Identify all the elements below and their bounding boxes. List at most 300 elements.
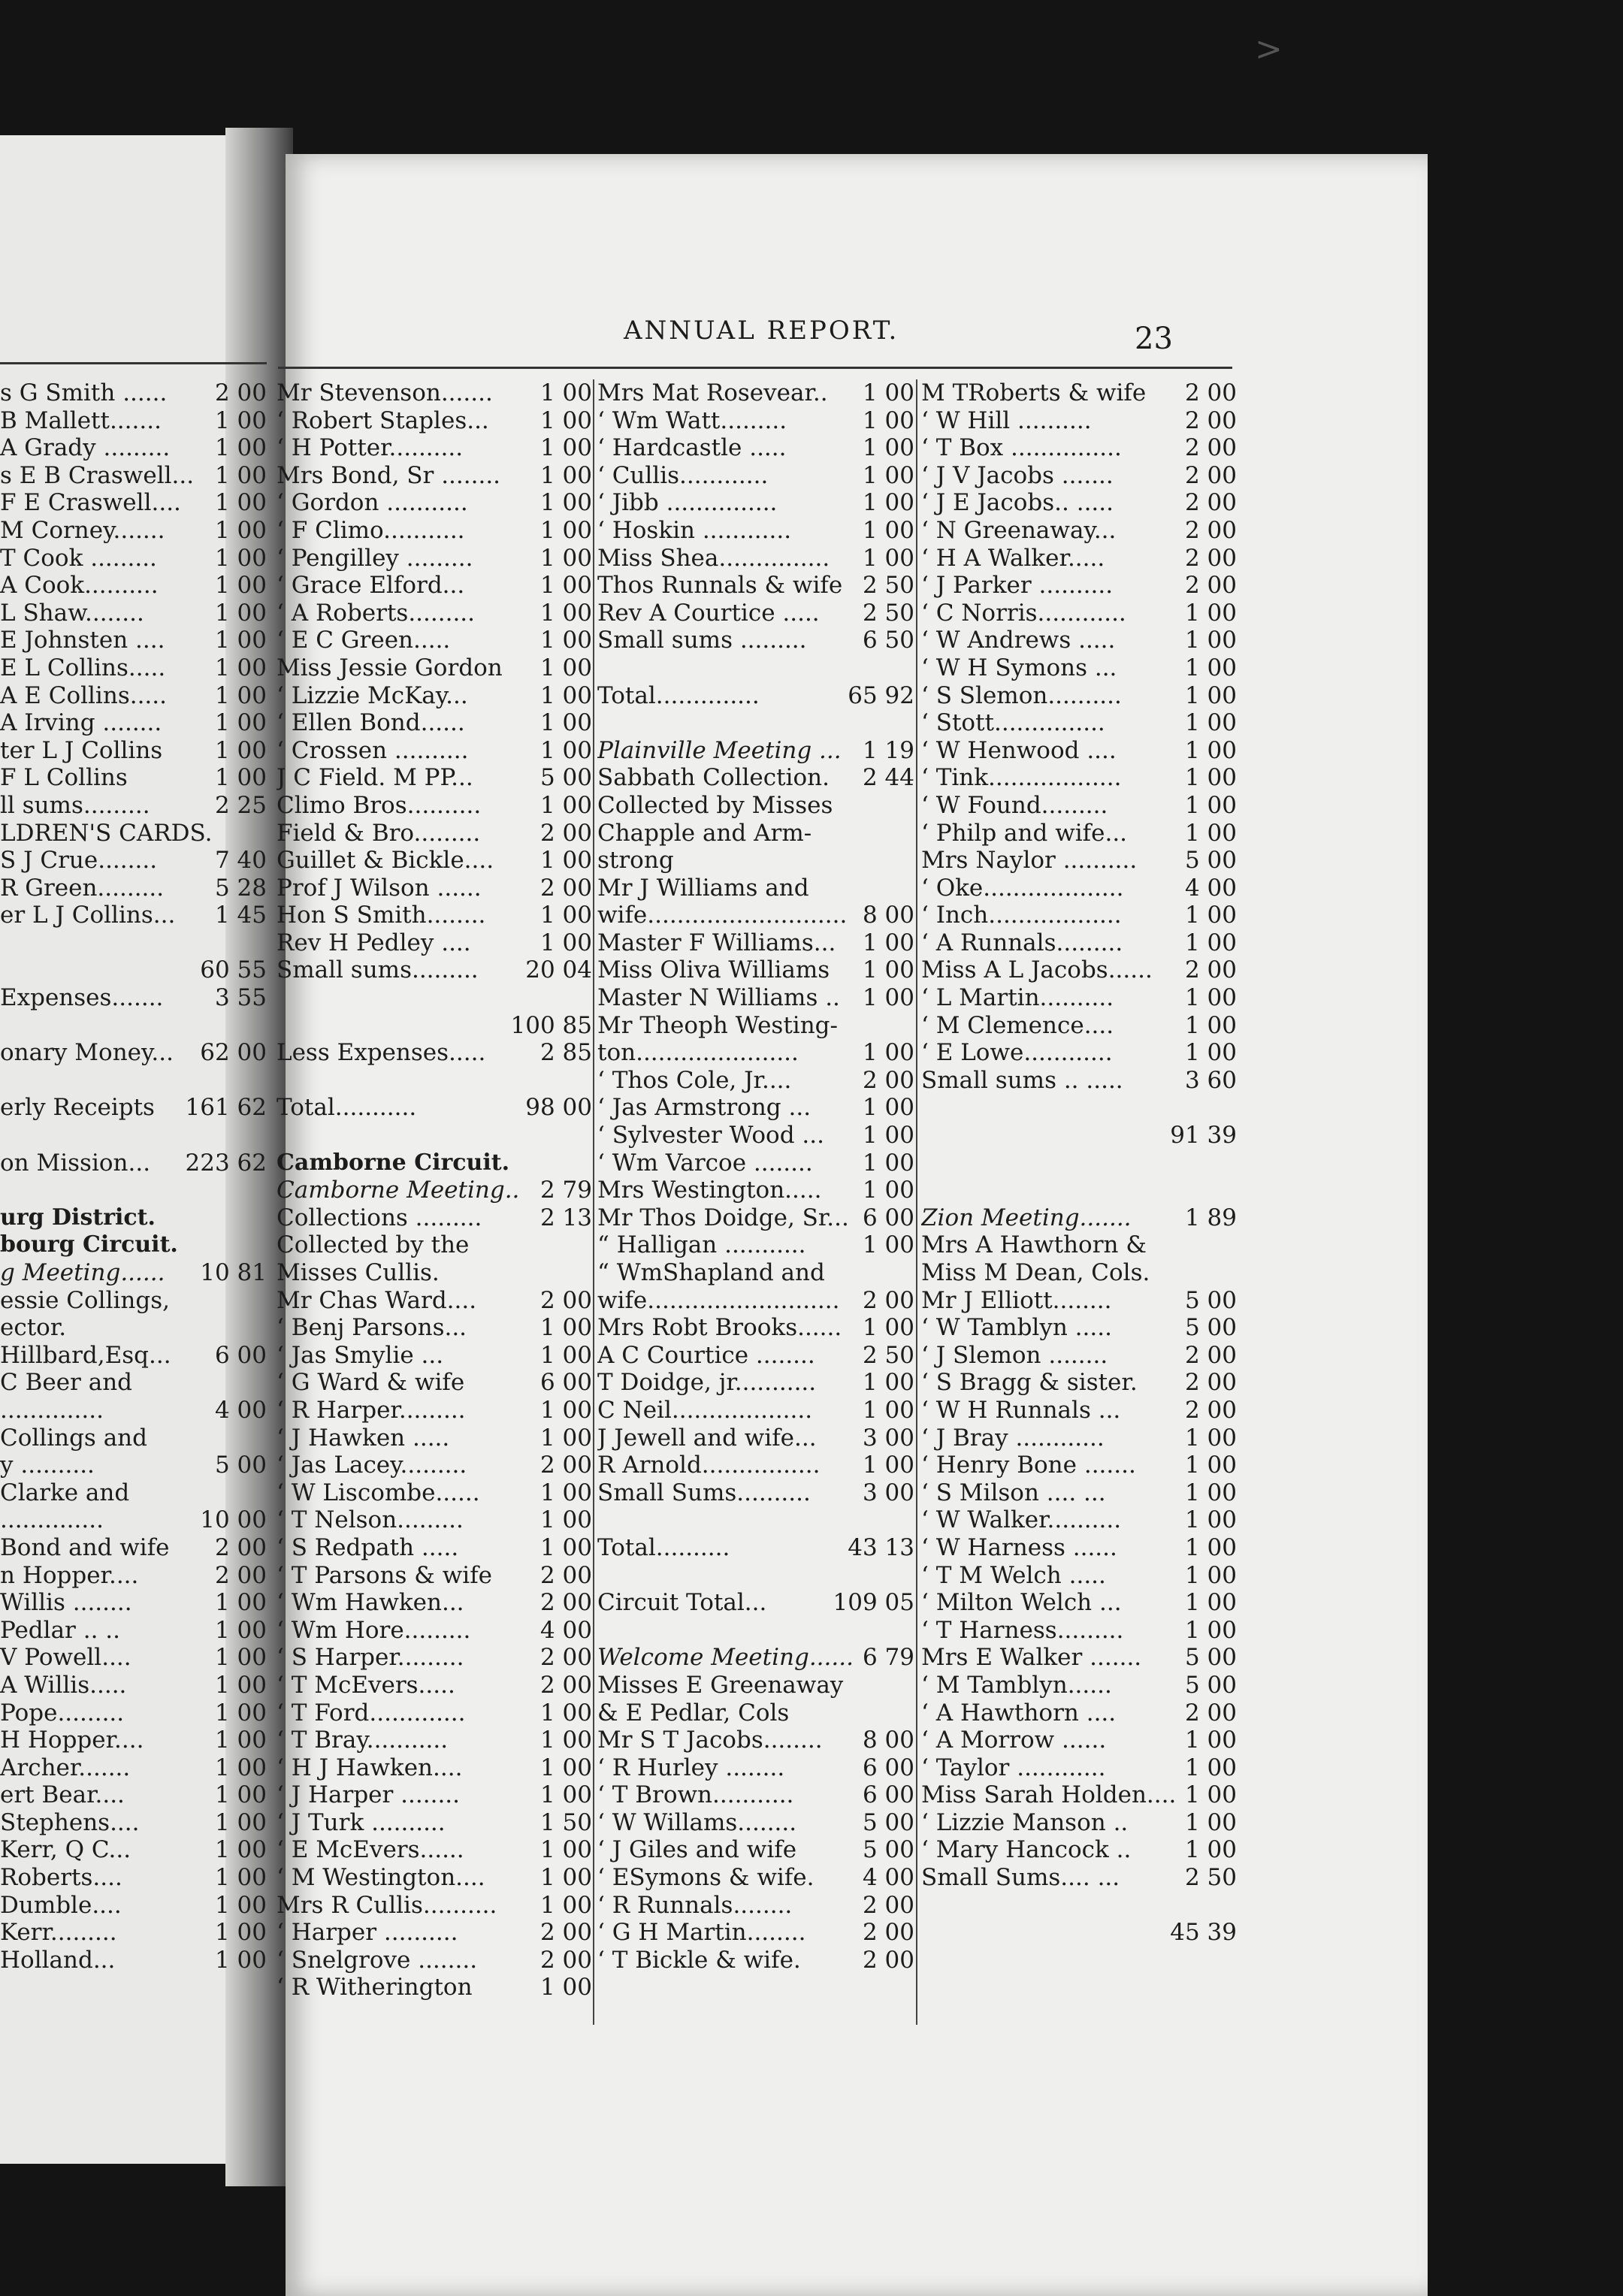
entry-row	[597, 1534, 914, 1562]
entry-name: g Meeting......	[0, 1259, 165, 1286]
entry-name: ‘ H A Walker.....	[921, 544, 1105, 572]
entry-amount: 1 00	[539, 1836, 592, 1864]
entry-row	[0, 1342, 267, 1370]
entry-name: J Jewell and wife...	[597, 1424, 817, 1452]
entry-row	[597, 1672, 914, 1699]
entry-name: ‘ Hardcastle .....	[597, 434, 787, 462]
entry-amount: 2 00	[1184, 1369, 1237, 1397]
entry-name: ‘ Oke...................	[921, 874, 1124, 902]
entry-row	[0, 627, 267, 654]
entry-name: ‘ Wm Watt.........	[597, 406, 787, 434]
entry-row	[921, 379, 1237, 407]
entry-row	[0, 820, 267, 847]
entry-amount: 65 92	[848, 681, 914, 709]
entry-amount: 2 00	[539, 1671, 592, 1699]
entry-amount: 1 00	[539, 572, 592, 600]
entry-amount: 1 00	[539, 1479, 592, 1506]
entry-row	[921, 1231, 1237, 1259]
entry-amount: 1 00	[214, 681, 267, 709]
entry-name: ‘ W Henwood ....	[921, 736, 1117, 764]
entry-name: Holland...	[0, 1946, 116, 1974]
entry-amount: 2 00	[862, 1919, 914, 1947]
entry-amount: 1 00	[539, 736, 592, 764]
entry-row	[597, 1506, 914, 1534]
entry-name: “ Halligan ...........	[597, 1231, 806, 1259]
entry-name: ‘ Snelgrove ........	[277, 1946, 478, 1974]
entry-name: ‘ W H Runnals ...	[921, 1396, 1121, 1424]
entry-amount: 1 00	[1184, 764, 1237, 792]
entry-amount: 1 00	[539, 1396, 592, 1424]
entry-row	[277, 407, 592, 435]
entry-amount: 4 00	[539, 1616, 592, 1644]
entry-row	[0, 572, 267, 600]
entry-name: R Green.........	[0, 874, 165, 902]
entry-name: Miss M Dean, Cols.	[921, 1259, 1150, 1286]
entry-amount: 1 50	[539, 1808, 592, 1836]
entry-row	[921, 1369, 1237, 1397]
entry-name: ‘ A Morrow ......	[921, 1727, 1107, 1754]
entry-amount: 1 00	[1184, 681, 1237, 709]
entry-row	[277, 929, 592, 957]
entry-row	[921, 1067, 1237, 1095]
entry-row	[921, 1809, 1237, 1837]
entry-row	[921, 1397, 1237, 1424]
entry-amount: 1 00	[214, 736, 267, 764]
entry-name: A Grady .........	[0, 434, 171, 462]
entry-name: Miss Sarah Holden....	[921, 1781, 1177, 1809]
entry-name	[597, 1506, 914, 1534]
entry-name: ‘ Harper ..........	[277, 1919, 458, 1947]
entry-name: Miss A L Jacobs......	[921, 956, 1153, 984]
entry-row	[921, 1617, 1237, 1645]
entry-amount: 2 50	[862, 599, 914, 627]
entry-row	[921, 1259, 1237, 1287]
entry-amount: 2 00	[539, 1452, 592, 1479]
entry-row	[0, 1177, 267, 1204]
entry-row	[277, 1397, 592, 1424]
entry-amount: 62 00	[200, 1039, 267, 1067]
entry-row	[921, 1892, 1237, 1920]
entry-name: ‘ T Bray...........	[277, 1727, 449, 1754]
entry-name: Zion Meeting.......	[921, 1204, 1132, 1231]
entry-name: Mrs Westington.....	[597, 1177, 822, 1204]
entry-row	[597, 1562, 914, 1590]
entry-name: Mrs E Walker .......	[921, 1644, 1142, 1672]
entry-row	[277, 902, 592, 929]
entry-row	[277, 764, 592, 792]
entry-name	[597, 1617, 914, 1645]
entry-row	[921, 1150, 1237, 1177]
entry-name: ..............	[0, 1396, 104, 1424]
entry-amount: 98 00	[525, 1094, 592, 1122]
entry-name: Small Sums.... ...	[921, 1864, 1120, 1892]
entry-row	[277, 489, 592, 517]
entry-row	[277, 1534, 592, 1562]
entry-row	[0, 1479, 267, 1507]
entry-name: Pope.........	[0, 1699, 125, 1727]
entry-row	[277, 1150, 592, 1177]
entry-row	[921, 627, 1237, 654]
entry-name: ‘ T M Welch .....	[921, 1561, 1106, 1589]
entry-name: ‘ W Liscombe......	[277, 1479, 480, 1506]
entry-row	[597, 984, 914, 1012]
column-divider	[916, 379, 917, 2025]
entry-amount: 1 00	[1184, 902, 1237, 929]
entry-row	[0, 792, 267, 820]
entry-row	[921, 1506, 1237, 1534]
entry-row	[597, 1919, 914, 1947]
entry-row	[0, 407, 267, 435]
entry-row	[921, 1754, 1237, 1782]
entry-row	[277, 875, 592, 902]
entry-name: ll sums.........	[0, 791, 150, 819]
entry-name: ‘ W Harness ......	[921, 1533, 1117, 1561]
entry-amount: 1 00	[214, 1919, 267, 1947]
entry-row	[921, 1039, 1237, 1067]
entry-name: y ..........	[0, 1452, 95, 1479]
entry-name: Guillet & Bickle....	[277, 847, 494, 875]
entry-amount: 1 00	[539, 1533, 592, 1561]
entry-amount: 1 00	[539, 1864, 592, 1892]
entry-name: ‘ Jas Armstrong ...	[597, 1094, 812, 1122]
entry-amount: 1 00	[214, 654, 267, 681]
entry-amount: 1 00	[1184, 984, 1237, 1012]
entry-row	[921, 956, 1237, 984]
entry-name: Mrs A Hawthorn &	[921, 1231, 1147, 1259]
entry-name: Welcome Meeting......	[597, 1644, 854, 1672]
entry-row	[277, 792, 592, 820]
entry-name: ‘ A Roberts.........	[277, 599, 476, 627]
entry-row	[597, 379, 914, 407]
entry-row	[277, 984, 592, 1012]
entry-amount: 1 00	[862, 1369, 914, 1397]
entry-name: ‘ A Runnals.........	[921, 929, 1123, 956]
entry-row	[277, 1836, 592, 1864]
entry-amount: 1 00	[862, 1452, 914, 1479]
entry-row	[597, 682, 914, 710]
entry-row	[277, 627, 592, 654]
entry-amount: 1 00	[1184, 1561, 1237, 1589]
entry-name: ‘ Lizzie Manson ..	[921, 1808, 1129, 1836]
entry-amount: 1 00	[862, 1314, 914, 1342]
entry-row	[597, 545, 914, 572]
entry-row	[921, 1122, 1237, 1150]
entry-amount: 1 00	[862, 379, 914, 406]
entry-row	[597, 627, 914, 654]
entry-row	[597, 1754, 914, 1782]
entry-name	[921, 1177, 1237, 1204]
entry-amount: 1 00	[1184, 1808, 1237, 1836]
entry-name: ‘ H J Hawken....	[277, 1754, 463, 1781]
entry-amount: 1 00	[214, 1781, 267, 1809]
entry-amount: 2 44	[862, 764, 914, 792]
entry-name: Collections .........	[277, 1204, 482, 1231]
entry-amount: 3 60	[1184, 1066, 1237, 1094]
entry-row	[277, 1204, 592, 1232]
entry-name: ‘ J Parker ..........	[921, 572, 1114, 600]
entry-amount: 100 85	[510, 1011, 592, 1039]
entry-name	[0, 1067, 267, 1095]
entry-amount: 1 00	[862, 434, 914, 462]
entry-row	[921, 654, 1237, 682]
entry-name: ‘ Jas Lacey.........	[277, 1452, 467, 1479]
entry-name: ‘ Crossen ..........	[277, 736, 469, 764]
entry-amount: 5 00	[539, 764, 592, 792]
entry-row	[921, 682, 1237, 710]
entry-amount: 1 00	[214, 1616, 267, 1644]
entry-row	[277, 1617, 592, 1645]
entry-amount: 1 00	[214, 1644, 267, 1672]
entry-amount: 1 00	[1184, 1506, 1237, 1534]
entry-amount: 91 39	[1170, 1122, 1237, 1150]
entry-name: ..............	[0, 1506, 104, 1534]
entry-name	[597, 654, 914, 682]
entry-amount: 1 00	[214, 1946, 267, 1974]
entry-amount: 1 00	[1184, 736, 1237, 764]
entry-row	[0, 1314, 267, 1342]
entry-name: Mrs Robt Brooks......	[597, 1314, 842, 1342]
entry-row	[0, 654, 267, 682]
entry-name: Total..........	[597, 1533, 730, 1561]
entry-amount: 1 00	[1184, 1836, 1237, 1864]
entry-row	[921, 1836, 1237, 1864]
entry-name: ‘ M Tamblyn......	[921, 1671, 1112, 1699]
entry-amount: 2 00	[1184, 1341, 1237, 1369]
entry-name: wife..........................	[597, 1286, 840, 1314]
entry-name	[921, 1892, 1237, 1920]
entry-amount: 1 00	[1184, 1781, 1237, 1809]
entry-amount: 4 00	[214, 1396, 267, 1424]
entry-amount: 1 00	[1184, 929, 1237, 956]
entry-row	[0, 462, 267, 490]
entry-amount: 1 00	[214, 1727, 267, 1754]
entry-row	[0, 902, 267, 929]
entry-name: ‘ J Slemon ........	[921, 1341, 1108, 1369]
entry-row	[597, 764, 914, 792]
entry-name: ‘ W Willams........	[597, 1808, 797, 1836]
entry-name: Total..............	[597, 681, 760, 709]
entry-amount: 1 00	[1184, 1727, 1237, 1754]
entry-amount: 5 00	[1184, 1644, 1237, 1672]
entry-row	[0, 1699, 267, 1727]
entry-name: on Mission...	[0, 1149, 151, 1177]
entry-row	[277, 847, 592, 875]
entry-amount: 5 00	[1184, 847, 1237, 875]
entry-row	[277, 820, 592, 847]
entry-amount: 1 00	[862, 956, 914, 984]
entry-name: ton......................	[597, 1039, 799, 1067]
entry-name: Stephens....	[0, 1808, 140, 1836]
entry-name: A Willis.....	[0, 1671, 127, 1699]
entry-name: ‘ S Slemon..........	[921, 681, 1122, 709]
entry-amount: 6 00	[539, 1369, 592, 1397]
entry-name: ‘ J V Jacobs .......	[921, 461, 1114, 489]
entry-name: Field & Bro.........	[277, 819, 481, 847]
entry-name: “ WmShapland and	[597, 1259, 825, 1286]
entry-name: R Arnold................	[597, 1452, 821, 1479]
entry-amount: 4 00	[1184, 874, 1237, 902]
entry-row	[0, 709, 267, 737]
entry-name: Roberts....	[0, 1864, 122, 1892]
entry-amount: 1 00	[214, 709, 267, 737]
entry-row	[277, 1892, 592, 1920]
entry-name: Rev A Courtice .....	[597, 599, 820, 627]
entry-name: Total...........	[277, 1094, 417, 1122]
entry-name: ‘ E McEvers......	[277, 1836, 464, 1864]
entry-row	[277, 1479, 592, 1507]
entry-name: essie Collings,	[0, 1286, 170, 1314]
entry-row	[0, 600, 267, 627]
entry-name: Dumble....	[0, 1891, 122, 1919]
entry-amount: 5 00	[1184, 1286, 1237, 1314]
entry-amount: 1 00	[1184, 1039, 1237, 1067]
entry-name: Mrs Mat Rosevear..	[597, 379, 828, 406]
entry-amount: 1 00	[539, 544, 592, 572]
entry-name: Master F Williams...	[597, 929, 836, 956]
entry-row	[597, 1727, 914, 1754]
entry-row	[0, 1067, 267, 1095]
entry-row	[277, 1589, 592, 1617]
entry-row	[277, 1864, 592, 1892]
entry-row	[921, 847, 1237, 875]
entry-amount: 2 00	[862, 1891, 914, 1919]
entry-row	[0, 1204, 267, 1232]
entry-name: Small sums .. .....	[921, 1066, 1123, 1094]
entry-name: J C Field. M PP...	[277, 764, 473, 792]
entry-row	[0, 1727, 267, 1754]
entry-name: ‘ R Runnals........	[597, 1891, 793, 1919]
entry-name: Small sums.........	[277, 956, 479, 984]
entry-amount: 3 00	[862, 1479, 914, 1506]
entry-name: ‘ Jibb ...............	[597, 489, 778, 517]
entry-amount: 1 00	[1184, 1479, 1237, 1506]
entry-amount: 2 13	[539, 1204, 592, 1231]
entry-amount: 1 00	[214, 1699, 267, 1727]
entry-row	[277, 1314, 592, 1342]
entry-row	[0, 1644, 267, 1672]
column-divider	[593, 379, 594, 2025]
entry-row	[277, 682, 592, 710]
entry-name: V Powell....	[0, 1644, 131, 1672]
entry-name: ‘ N Greenaway...	[921, 516, 1117, 544]
entry-row	[921, 1919, 1237, 1947]
entry-amount: 109 05	[833, 1589, 914, 1617]
entry-amount: 6 00	[862, 1204, 914, 1231]
entry-amount: 2 50	[862, 1341, 914, 1369]
entry-name: ert Bear....	[0, 1781, 125, 1809]
entry-name: ‘ W Found.........	[921, 791, 1108, 819]
entry-name: ‘ M Clemence....	[921, 1011, 1114, 1039]
entry-amount: 1 00	[214, 1589, 267, 1617]
left-page-column	[0, 379, 267, 1974]
entry-name: s G Smith ......	[0, 379, 168, 406]
entry-row	[0, 379, 267, 407]
entry-name: ‘ T Bickle & wife.	[597, 1946, 801, 1974]
entry-row	[921, 1012, 1237, 1040]
entry-name: Collings and	[0, 1424, 147, 1452]
entry-amount: 20 04	[525, 956, 592, 984]
entry-name: ‘ L Martin..........	[921, 984, 1114, 1012]
entry-row	[0, 1259, 267, 1287]
entry-name: ‘ Sylvester Wood ...	[597, 1122, 824, 1150]
entry-amount: 2 00	[539, 1946, 592, 1974]
entry-amount: 1 00	[539, 929, 592, 956]
entry-amount: 1 00	[539, 681, 592, 709]
entry-name: ter L J Collins	[0, 736, 163, 764]
entry-row	[921, 764, 1237, 792]
entry-amount: 1 00	[862, 461, 914, 489]
entry-row	[597, 1342, 914, 1370]
entry-amount: 1 00	[214, 572, 267, 600]
entry-row	[0, 1039, 267, 1067]
entry-amount: 1 00	[862, 1094, 914, 1122]
entry-row	[0, 1122, 267, 1150]
entry-amount: 1 00	[862, 544, 914, 572]
entry-name: Pedlar .. ..	[0, 1616, 120, 1644]
entry-name: Kerr, Q C...	[0, 1836, 131, 1864]
entry-name: Clarke and	[0, 1479, 130, 1506]
entry-row	[0, 1781, 267, 1809]
entry-amount: 1 00	[1184, 1011, 1237, 1039]
entry-name: Bond and wife	[0, 1533, 170, 1561]
entry-row	[921, 1287, 1237, 1315]
entry-name: C Neil...................	[597, 1396, 813, 1424]
entry-name: ‘ Jas Smylie ...	[277, 1341, 444, 1369]
entry-row	[0, 1287, 267, 1315]
entry-name: n Hopper....	[0, 1561, 139, 1589]
entry-amount: 1 00	[539, 1754, 592, 1781]
entry-amount: 5 00	[1184, 1671, 1237, 1699]
entry-name: ‘ J Hawken .....	[277, 1424, 450, 1452]
entry-amount: 3 00	[862, 1424, 914, 1452]
entry-row	[921, 929, 1237, 957]
entry-row	[921, 1342, 1237, 1370]
entry-name: ‘ W Walker..........	[921, 1506, 1122, 1534]
entry-name: Mr Thos Doidge, Sr...	[597, 1204, 849, 1231]
entry-amount: 1 00	[539, 489, 592, 517]
entry-amount: 1 00	[214, 489, 267, 517]
entry-row	[921, 709, 1237, 737]
entry-name: Small Sums..........	[597, 1479, 811, 1506]
entry-name: Collected by the	[277, 1231, 470, 1259]
entry-name: Less Expenses.....	[277, 1039, 486, 1067]
entry-amount: 2 00	[1184, 489, 1237, 517]
entry-amount: 2 00	[1184, 406, 1237, 434]
header-rule	[278, 367, 1232, 369]
entry-amount: 10 00	[200, 1506, 267, 1534]
entry-amount: 1 00	[1184, 627, 1237, 654]
entry-name: Plainville Meeting ...	[597, 736, 842, 764]
entry-row	[277, 572, 592, 600]
entry-name	[921, 1150, 1237, 1177]
entry-amount: 1 00	[1184, 819, 1237, 847]
entry-row	[277, 1342, 592, 1370]
entry-name: Thos Runnals & wife	[597, 572, 843, 600]
entry-name: ‘ C Norris............	[921, 599, 1126, 627]
entry-name: ‘ J Turk ..........	[277, 1808, 446, 1836]
entry-row	[921, 1177, 1237, 1204]
entry-name: ‘ J E Jacobs.. .....	[921, 489, 1114, 517]
entry-amount: 2 00	[1184, 516, 1237, 544]
entry-row	[277, 1644, 592, 1672]
entry-name: Misses E Greenaway	[597, 1671, 844, 1699]
entry-row	[277, 1781, 592, 1809]
entry-row	[597, 1836, 914, 1864]
entry-name	[277, 984, 592, 1012]
entry-row	[597, 1617, 914, 1645]
entry-name: ‘ R Hurley ........	[597, 1754, 785, 1781]
entry-name: M Corney.......	[0, 516, 165, 544]
